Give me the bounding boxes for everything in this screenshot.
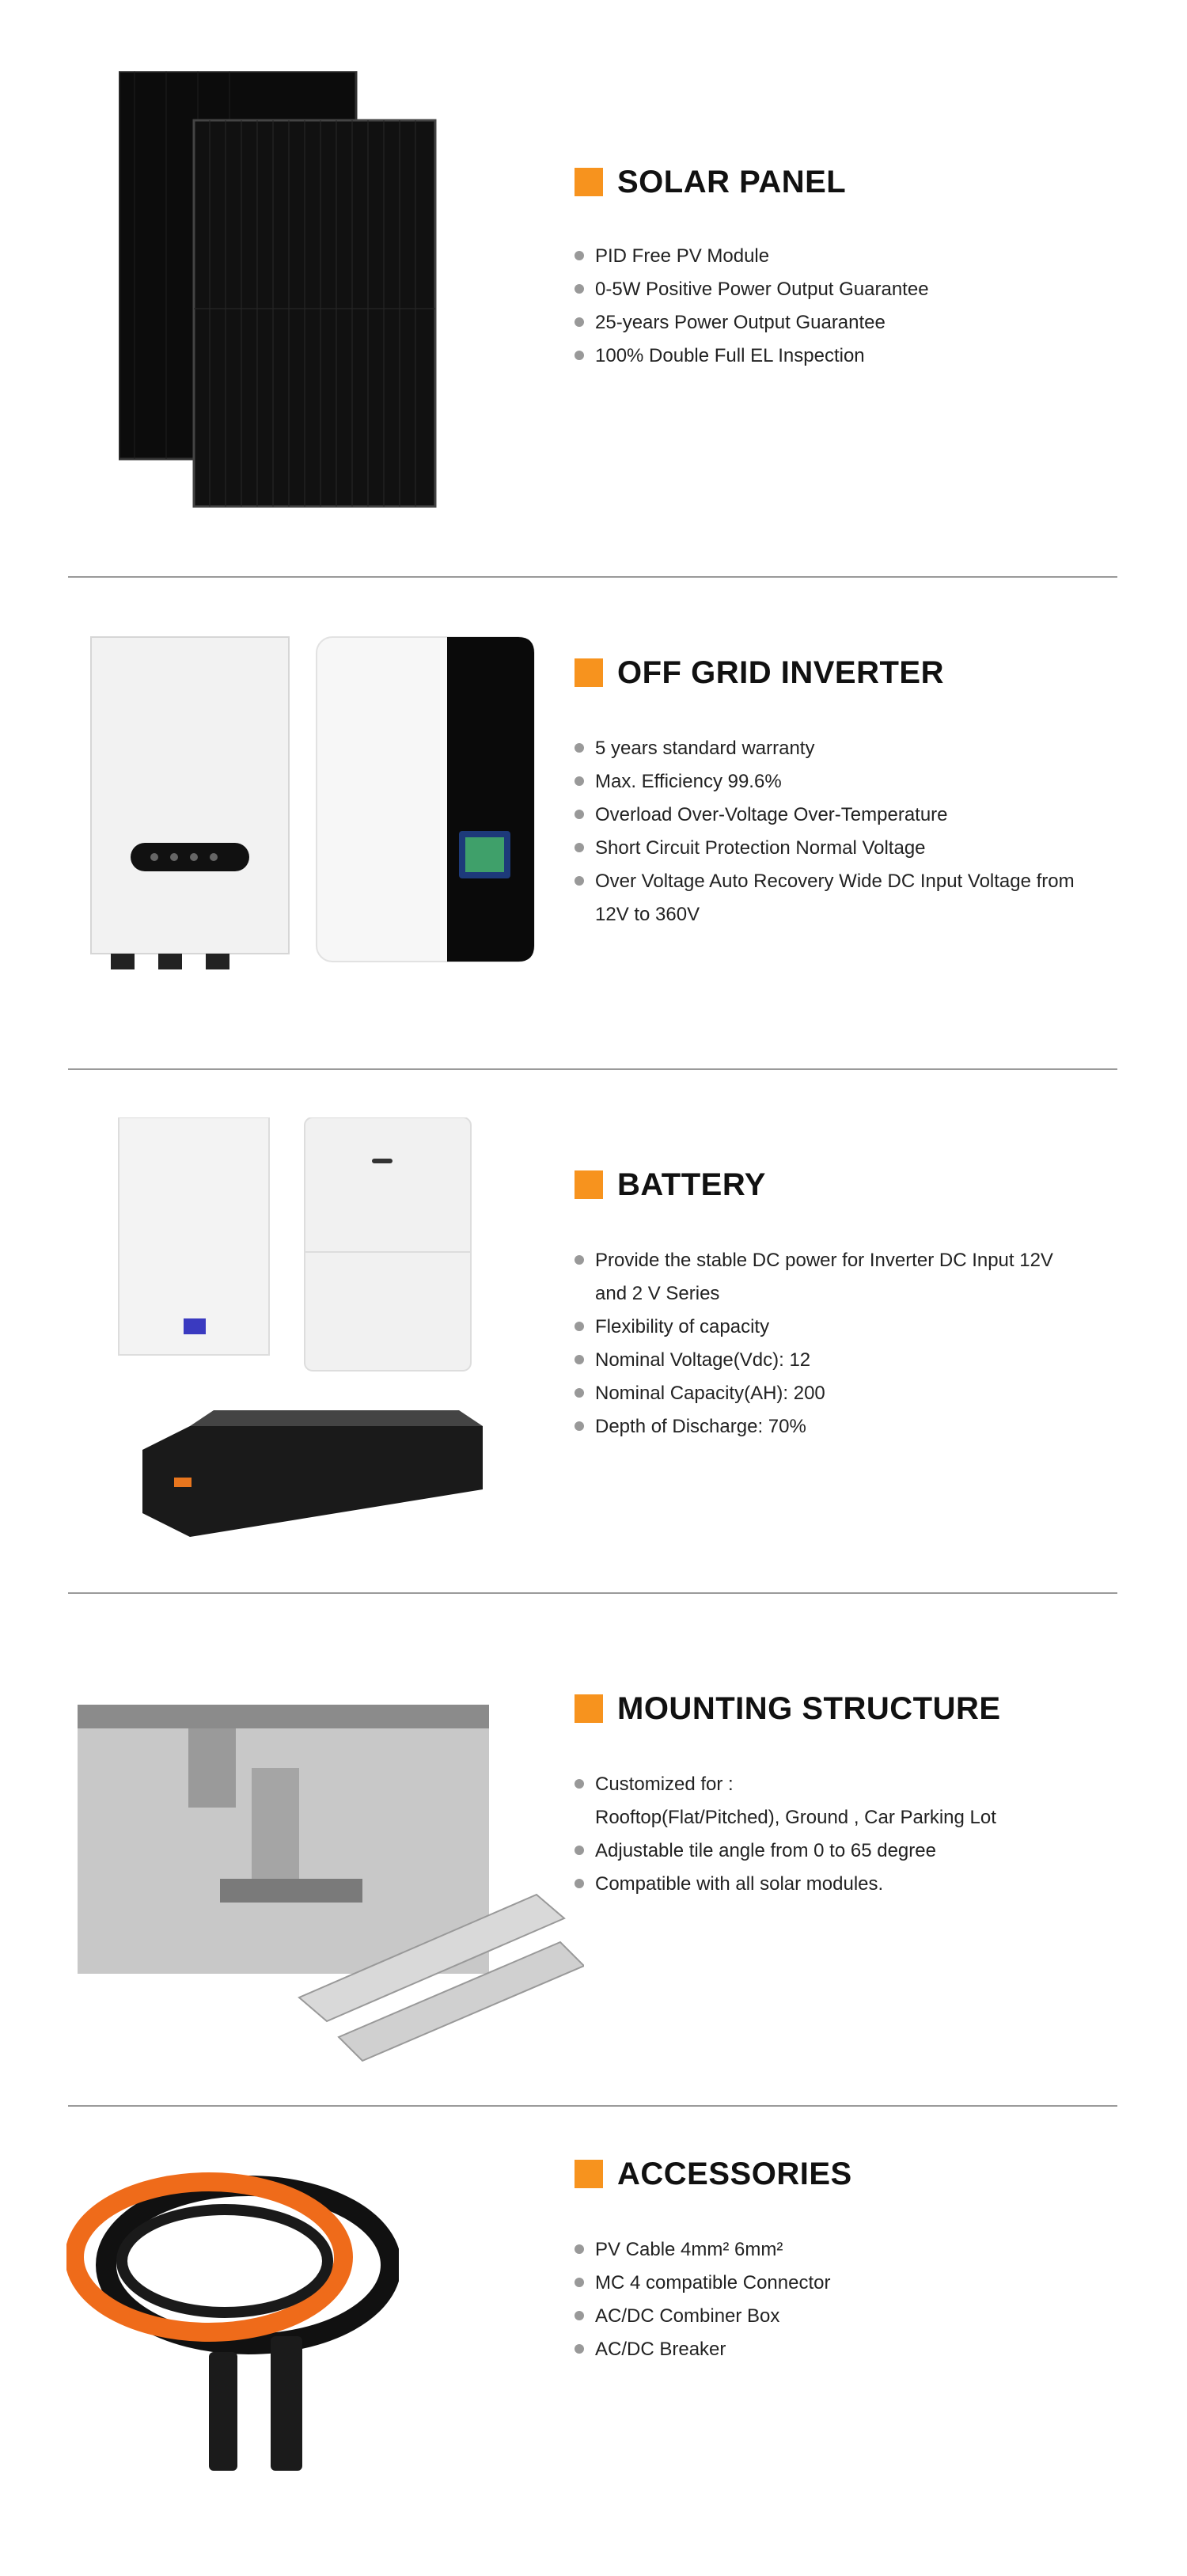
list-item: AC/DC Breaker bbox=[575, 2333, 1128, 2366]
list-item: Nominal Capacity(AH): 200 bbox=[575, 1377, 1128, 1410]
heading-accent-square bbox=[575, 1170, 603, 1199]
cable-connector-icon bbox=[66, 2162, 399, 2479]
section-title: MOUNTING STRUCTURE bbox=[617, 1690, 1001, 1726]
list-item: Max. Efficiency 99.6% bbox=[575, 765, 1128, 799]
section-title: ACCESSORIES bbox=[617, 2156, 852, 2191]
list-item: 25-years Power Output Guarantee bbox=[575, 306, 1128, 340]
section-heading bbox=[575, 1689, 1128, 1728]
list-item: Overload Over-Voltage Over-Temperature bbox=[575, 799, 1128, 832]
list-item: Customized for : bbox=[575, 1768, 1128, 1801]
section-title: SOLAR PANEL bbox=[617, 164, 847, 199]
list-item: Compatible with all solar modules. bbox=[575, 1868, 1128, 1901]
section-title: OFF GRID INVERTER bbox=[617, 654, 944, 690]
list-item-continuation: Rooftop(Flat/Pitched), Ground , Car Parking Lot bbox=[595, 1807, 996, 1828]
feature-list bbox=[575, 1244, 1128, 1444]
section-heading bbox=[575, 162, 1128, 202]
list-item: Flexibility of capacity bbox=[575, 1311, 1128, 1344]
list-item: MC 4 compatible Connector bbox=[575, 2267, 1128, 2300]
list-item: AC/DC Combiner Box bbox=[575, 2300, 1128, 2333]
feature-list bbox=[575, 1768, 1128, 1901]
battery-icon bbox=[111, 1117, 554, 1561]
section-heading bbox=[575, 2154, 1128, 2194]
list-item: Short Circuit Protection Normal Voltage bbox=[575, 832, 1128, 865]
list-item: PV Cable 4mm² 6mm² bbox=[575, 2233, 1128, 2267]
section-accessories bbox=[0, 2107, 1187, 2576]
solar-panel-icon bbox=[119, 71, 451, 514]
section-solar-panel bbox=[0, 0, 1187, 578]
list-item-continuation: 12V to 360V bbox=[595, 904, 700, 925]
inverter-icon bbox=[87, 633, 538, 981]
heading-accent-square bbox=[575, 1694, 603, 1723]
list-item: Nominal Voltage(Vdc): 12 bbox=[575, 1344, 1128, 1377]
heading-accent-square bbox=[575, 2160, 603, 2188]
list-item-continuation: and 2 V Series bbox=[595, 1283, 720, 1304]
list-item: Depth of Discharge: 70% bbox=[575, 1410, 1128, 1444]
section-inverter bbox=[0, 578, 1187, 1068]
section-mounting bbox=[0, 1594, 1187, 2108]
list-item: PID Free PV Module bbox=[575, 240, 1128, 273]
mounting-rail-icon bbox=[78, 1705, 584, 2077]
list-item: Provide the stable DC power for Inverter DC Input 12V bbox=[575, 1244, 1128, 1277]
section-heading bbox=[575, 653, 1128, 692]
feature-list bbox=[575, 2233, 1128, 2366]
list-item: Over Voltage Auto Recovery Wide DC Input Voltage from bbox=[575, 865, 1128, 898]
list-item: 5 years standard warranty bbox=[575, 732, 1128, 765]
list-item: Adjustable tile angle from 0 to 65 degree bbox=[575, 1834, 1128, 1868]
list-item: 0-5W Positive Power Output Guarantee bbox=[575, 273, 1128, 306]
list-item: 100% Double Full EL Inspection bbox=[575, 340, 1128, 373]
section-battery bbox=[0, 1070, 1187, 1592]
section-title: BATTERY bbox=[617, 1167, 766, 1202]
feature-list bbox=[575, 240, 1128, 373]
heading-accent-square bbox=[575, 658, 603, 687]
heading-accent-square bbox=[575, 168, 603, 196]
feature-list bbox=[575, 732, 1128, 931]
section-heading bbox=[575, 1165, 1128, 1205]
